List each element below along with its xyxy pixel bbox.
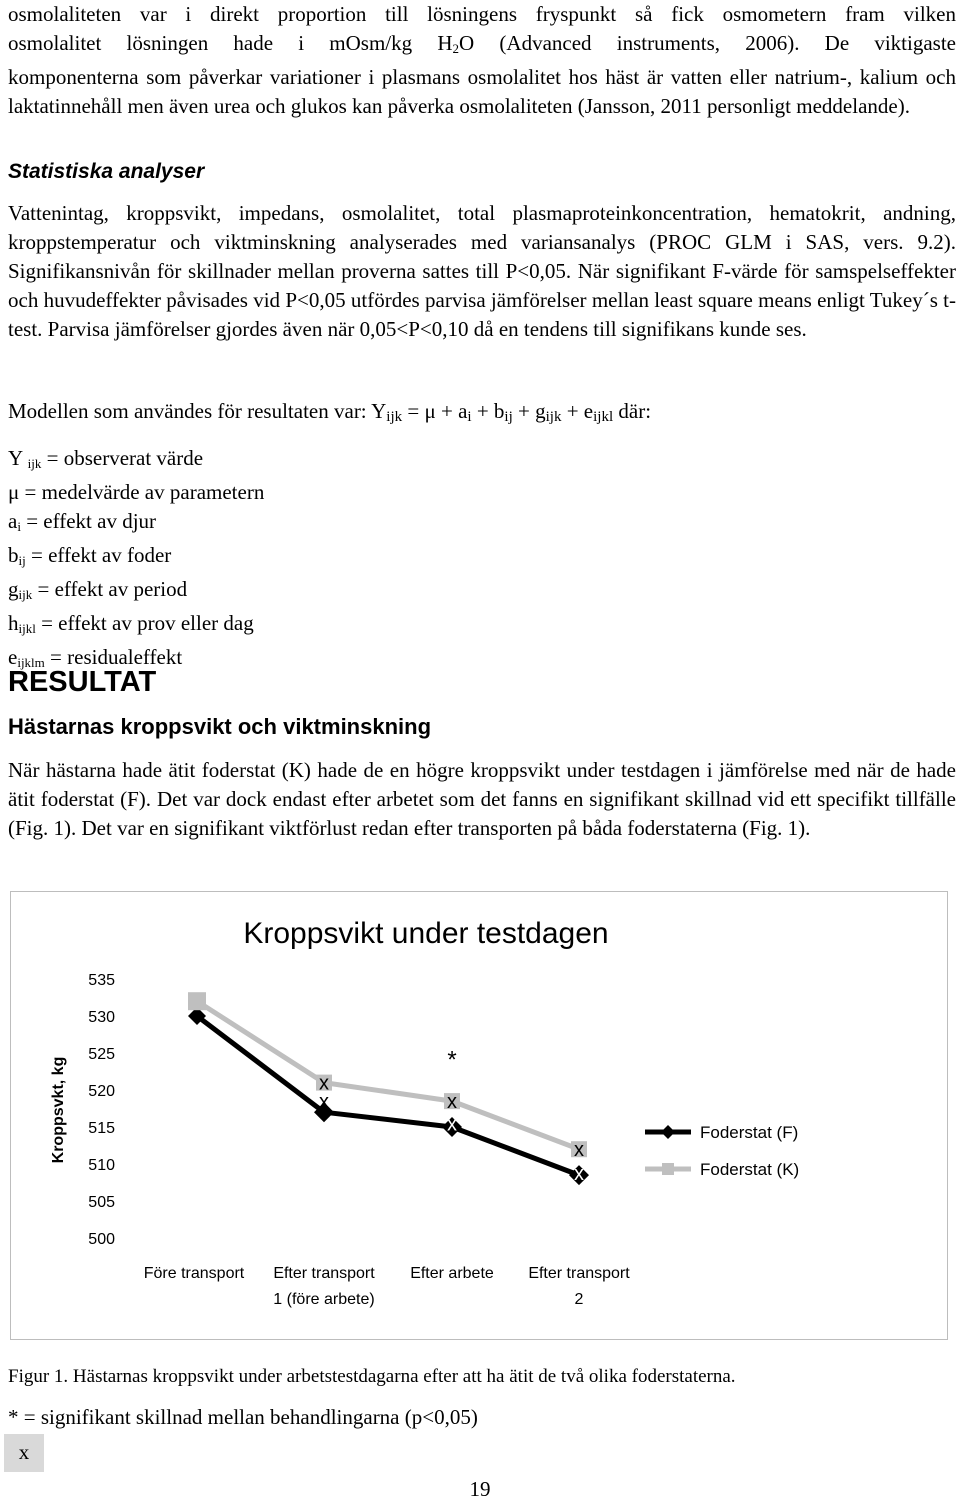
definition-item: $b_{ij}$ = effekt av foder xyxy=(8,543,172,568)
intro-rest: komponenterna som påverkar variationer i plasmans osmolalitet hos häst är vatten eller natrium-, kalium och laktatinnehåll men även urea och glukos kan påverka osmolaliteten (Jansson, 2011 personligt meddelande). xyxy=(8,65,956,118)
footnote-x-marker: x xyxy=(4,1434,44,1472)
point-x-label: x xyxy=(447,1113,457,1136)
footnote-significance: * = signifikant skillnad mellan behandlingarna (p<0,05) xyxy=(8,1405,478,1429)
results-subheading: Hästarnas kroppsvikt och viktminskning xyxy=(8,714,432,739)
x-tick-label: 2 xyxy=(574,1291,584,1308)
definition-list xyxy=(8,444,956,677)
series-line-1 xyxy=(197,1001,579,1149)
legend-label-1: Foderstat (K) xyxy=(700,1160,800,1179)
model-formula: Modellen som användes för resultaten var: $Y_{ijk} = \mu + a_i + b_{ij} + g_{ijk} + e_{ijkl}$ där: xyxy=(8,399,652,425)
definition-item: $e_{ijklm}$ = residualeffekt xyxy=(8,645,183,670)
significance-star: * xyxy=(447,1046,457,1074)
y-tick-label: 530 xyxy=(88,1009,115,1026)
y-tick-label: 505 xyxy=(88,1194,115,1211)
definition-item: μ = medelvärde av parametern xyxy=(8,480,265,504)
x-tick-label: Efter transport xyxy=(273,1265,375,1282)
y-tick-label: 510 xyxy=(88,1157,115,1174)
section-heading-statistics: Statistiska analyser xyxy=(8,160,205,183)
x-tick-label: Före transport xyxy=(143,1265,245,1282)
point-x-label: x xyxy=(447,1091,457,1114)
x-tick-label: Efter arbete xyxy=(410,1265,494,1282)
statistics-paragraph: Vattenintag, kroppsvikt, impedans, osmolalitet, total plasmaproteinkoncentration, hematokrit, andning, kroppstemperatur och viktminskning analyserades med variansanalys (PROC GLM i SAS, vers. 9.2). Signifikansnivån för skillnader mellan proverna sattes till P<0,05. När signifikant F-värde för samspelseffekter och huvudeffekter påvisades vid P<0,05 utfördes parvisa jämförelser mellan least square means enligt Tukey´s t-test. Parvisa jämförelser gjordes även när 0,05<P<0,10 då en tendens till signifikans kunde ses. xyxy=(8,201,956,341)
results-paragraph: När hästarna hade ätit foderstat (K) hade de en högre kroppsvikt under testdagen i jämförelse med när de hade ätit foderstat (F). Det var dock endast efter arbetet som det fanns en signifikant skillnad vid ett specifikt tillfälle (Fig. 1). Det var en signifikant viktförlust redan efter transporten på båda foderstaterna (Fig. 1). xyxy=(8,758,956,840)
legend-marker-diamond xyxy=(661,1125,675,1139)
definition-item: $g_{ijk}$ = effekt av period xyxy=(8,577,188,602)
definition-item: Y $_{ijk}$ = observerat värde xyxy=(8,446,204,471)
legend-marker-square xyxy=(662,1163,674,1175)
intro-line-1: osmolaliteten var i direkt proportion till lösningens fryspunkt så fick osmometern fram vilken xyxy=(8,2,956,26)
intro-paragraph: osmolaliteten var i direkt proportion till lösningens fryspunkt så fick osmometern fram vilken osmolalitet lösningen hade i mOsm/kg $H_2O$ (Advanced instruments, 2006). De viktigaste komponenterna som påverkar variationer i plasmans osmolalitet hos häst är vatten eller natrium-, kalium och laktatinnehåll men även urea och glukos kan påverka osmolaliteten (Jansson, 2011 personligt meddelande). xyxy=(8,0,956,121)
data-point-square xyxy=(188,992,206,1010)
y-tick-label: 515 xyxy=(88,1120,115,1137)
figure-caption: Figur 1. Hästarnas kroppsvikt under arbetstestdagarna efter att ha ätit de två olika foderstaterna. xyxy=(8,1366,736,1387)
y-axis-label: Kroppsvkt, kg xyxy=(50,1056,67,1164)
y-tick-label: 535 xyxy=(88,972,115,989)
point-x-label: x xyxy=(319,1072,329,1095)
page-number: 19 xyxy=(469,1477,491,1501)
legend-label-0: Foderstat (F) xyxy=(700,1123,799,1142)
results-heading: RESULTAT xyxy=(8,666,157,698)
y-tick-label: 525 xyxy=(88,1046,115,1063)
figure-1-chart xyxy=(10,891,948,1340)
x-tick-label: Efter transport xyxy=(528,1265,630,1282)
y-tick-label: 520 xyxy=(88,1083,115,1100)
definition-item: $h_{ijkl}$ = effekt av prov eller dag xyxy=(8,611,254,636)
point-x-label: x xyxy=(574,1139,584,1162)
line-chart xyxy=(11,892,947,1339)
x-tick-label: 1 (före arbete) xyxy=(273,1291,375,1308)
definition-item: $a_i$ = effekt av djur xyxy=(8,509,157,534)
point-x-label: x xyxy=(319,1091,329,1114)
y-tick-label: 500 xyxy=(88,1231,115,1248)
point-x-label: x xyxy=(574,1162,584,1185)
chart-title: Kroppsvikt under testdagen xyxy=(243,917,609,950)
